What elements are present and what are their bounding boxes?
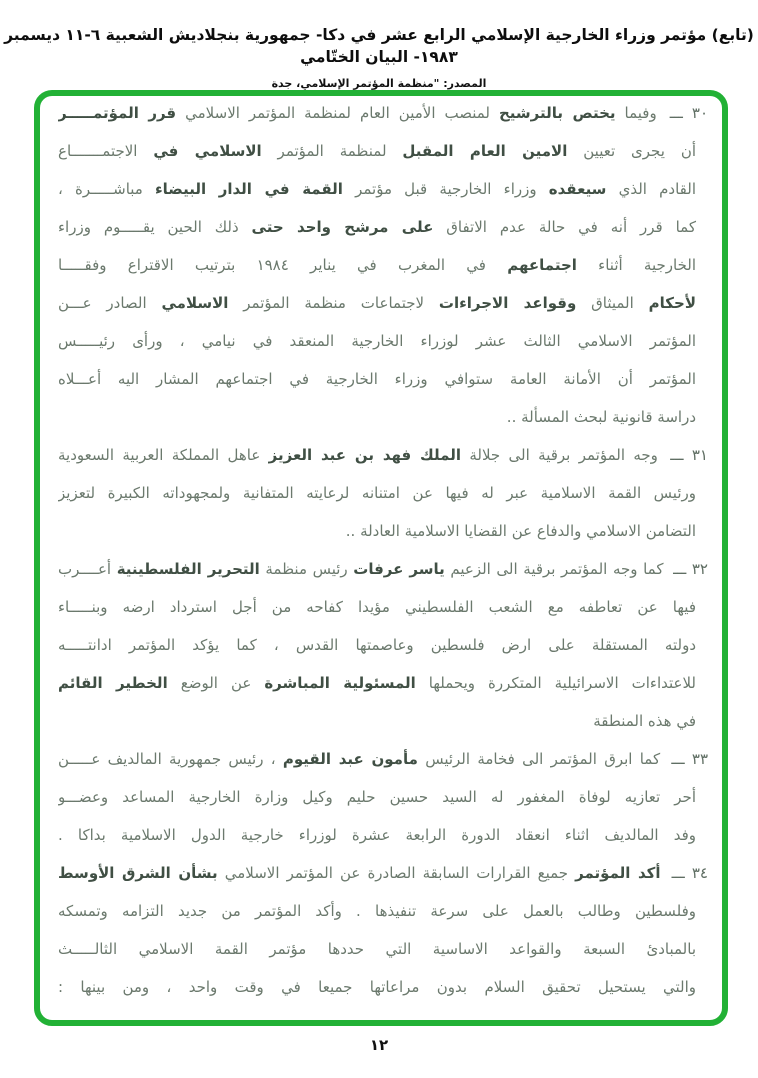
text-segment: القادم الذي — [606, 180, 696, 198]
text-line — [58, 740, 708, 778]
text-segment: دراسة قانونية لبحث المسألة .. — [506, 408, 696, 426]
bold-text-segment: المسئولية المباشرة — [264, 674, 416, 692]
page-number: ١٢ — [369, 1036, 389, 1054]
bold-text-segment: اجتماعهم — [507, 256, 577, 274]
text-segment: وجه المؤتمر برقية الى جلالة — [460, 446, 658, 464]
text-line — [58, 474, 708, 512]
text-segment: الاجتمـــــــاع — [58, 142, 154, 160]
text-line — [58, 322, 708, 360]
text-segment: ذلك الحين يقـــــوم وزراء — [58, 218, 252, 236]
text-segment: ورئيس القمة الاسلامية عبر له فيها عن امتنانه لرعايته المتفانية ولمجهوداته الكبيرة لتعزيز — [58, 484, 696, 502]
item-number: ٣٤ ـــ — [664, 864, 708, 882]
text-line — [58, 892, 708, 930]
text-segment: رئيس منظمة — [259, 560, 354, 578]
text-line — [58, 816, 708, 854]
text-line — [58, 702, 708, 740]
bold-text-segment: على مرشح واحد حتى — [251, 218, 434, 236]
text-line — [58, 436, 708, 474]
text-line — [58, 170, 708, 208]
bold-text-segment: لأحكام — [648, 294, 696, 312]
text-line — [58, 854, 708, 892]
text-segment: ، رئيس جمهورية المالديف عـــــن — [58, 750, 283, 768]
text-line — [58, 512, 708, 550]
text-segment: كما وجه المؤتمر برقية الى الزعيم — [444, 560, 664, 578]
text-segment: عاهل المملكة العربية السعودية — [58, 446, 269, 464]
bold-text-segment: ياسر عرفات — [353, 560, 445, 578]
text-line — [58, 588, 708, 626]
text-segment: كما ابرق المؤتمر الى فخامة الرئيس — [417, 750, 661, 768]
paragraph-item — [58, 550, 708, 740]
paragraph-item — [58, 740, 708, 854]
text-segment: والتي يستحيل تحقيق السلام بدون مراعاتها جميعا في وقت واحد ، ومن بينها : — [58, 978, 696, 996]
text-segment: لمنصب الأمين العام لمنظمة المؤتمر الاسلامي — [176, 104, 499, 122]
text-segment: أن يجرى تعيين — [567, 142, 696, 160]
text-segment: التضامن الاسلامي والدفاع عن القضايا الاسلامية العادلة .. — [345, 522, 696, 540]
text-line — [58, 360, 708, 398]
text-line — [58, 626, 708, 664]
text-segment: المؤتمر الاسلامي الثالث عشر لوزراء الخارجية المنعقد في نيامي ، ورأى رئيـــــس — [58, 332, 696, 350]
text-line — [58, 284, 708, 322]
bold-text-segment: أكد المؤتمر — [575, 864, 661, 882]
document-body — [58, 94, 708, 1006]
header-title: (تابع) مؤتمر وزراء الخارجية الإسلامي الرابع عشر في دكا- جمهورية بنجلاديش الشعبية ٦-١١ ديسمبر ١٩٨٣- البيان الختّامي — [4, 26, 754, 66]
bold-text-segment: الملك فهد بن عبد العزيز — [268, 446, 461, 464]
bold-text-segment: التحرير الفلسطينية — [116, 560, 260, 578]
text-segment: الخارجية أثناء — [576, 256, 696, 274]
text-segment: مباشـــــرة ، — [58, 180, 155, 198]
text-line — [58, 246, 708, 284]
text-segment: عن الوضع — [167, 674, 265, 692]
paragraph-item — [58, 436, 708, 550]
text-line — [58, 208, 708, 246]
text-segment: لمنظمة المؤتمر — [261, 142, 403, 160]
header-source: المصدر: "منظمة المؤتمر الإسلامي، جدة — [271, 77, 487, 90]
item-number: ٣٣ ـــ — [664, 750, 708, 768]
text-segment: جميع القرارات السابقة الصادرة عن المؤتمر الاسلامي — [217, 864, 576, 882]
bold-text-segment: الامين العام المقبل — [402, 142, 568, 160]
text-segment: لاجتماعات منظمة المؤتمر — [228, 294, 439, 312]
text-line — [58, 930, 708, 968]
text-segment: وفيما — [615, 104, 657, 122]
bold-text-segment: قرر المؤتمـــــر — [58, 104, 177, 122]
text-segment: المؤتمر أن الأمانة العامة ستوافي وزراء الخارجية في اجتماعهم المشار اليه أعـــلاه — [58, 370, 696, 388]
text-segment: في هذه المنطقة — [593, 712, 696, 730]
text-segment: وفلسطين وطالب بالعمل على سرعة تنفيذها . وأكد المؤتمر من جديد التزامه وتمسكه — [58, 902, 696, 920]
text-segment: دولته المستقلة على ارض فلسطين وعاصمتها القدس ، كما يؤكد المؤتمر ادانتـــــه — [58, 636, 696, 654]
text-segment: وفد المالديف اثناء انعقاد الدورة الرابعة عشرة لوزراء خارجية الدول الاسلامية بداكا . — [58, 826, 696, 844]
text-segment: في المغرب في يناير ١٩٨٤ بترتيب الاقتراع وفقـــــا — [58, 256, 508, 274]
paragraph-item — [58, 94, 708, 436]
document-header — [0, 24, 758, 90]
text-line — [58, 778, 708, 816]
text-line — [58, 398, 708, 436]
bold-text-segment: الاسلامي — [161, 294, 229, 312]
text-segment: للاعتداءات الاسرائيلية المتكررة ويحملها — [415, 674, 696, 692]
bold-text-segment: بشأن الشرق الأوسط — [58, 864, 218, 882]
text-segment: وزراء الخارجية قبل مؤتمر — [342, 180, 549, 198]
item-number: ٣١ ـــ — [661, 446, 708, 464]
bold-text-segment: الاسلامي في — [153, 142, 262, 160]
item-number: ٣٠ ـــ — [660, 104, 708, 122]
text-line — [58, 968, 708, 1006]
text-segment: كما قرر أنه في حالة عدم الاتفاق — [433, 218, 696, 236]
text-segment: أحر تعازيه لوفاة المغفور له السيد حسين حليم وكيل وزارة الخارجية المساعد وعضـــو — [58, 788, 696, 806]
text-line — [58, 664, 708, 702]
item-number: ٣٢ ـــ — [667, 560, 708, 578]
bold-text-segment: الخطير القائم — [58, 674, 168, 692]
text-segment: الميثاق — [576, 294, 649, 312]
text-segment: بالمبادئ السبعة والقواعد الاساسية التي حددها مؤتمر القمة الاسلامي الثالـــــث — [58, 940, 696, 958]
text-line — [58, 550, 708, 588]
text-segment: الصادر عـــن — [58, 294, 162, 312]
bold-text-segment: القمة في الدار البيضاء — [155, 180, 343, 198]
bold-text-segment: سيعقده — [548, 180, 607, 198]
text-segment: فيها عن تعاطفه مع الشعب الفلسطيني مؤيدا كفاحه من أجل استرداد ارضه وبنـــــاء — [58, 598, 696, 616]
bold-text-segment: وقواعد الاجراءات — [438, 294, 577, 312]
paragraph-item — [58, 854, 708, 1006]
bold-text-segment: يختص بالترشيح — [499, 104, 616, 122]
bold-text-segment: مأمون عبد القيوم — [282, 750, 418, 768]
text-line — [58, 94, 708, 132]
text-segment: أعــــرب — [58, 560, 117, 578]
text-line — [58, 132, 708, 170]
